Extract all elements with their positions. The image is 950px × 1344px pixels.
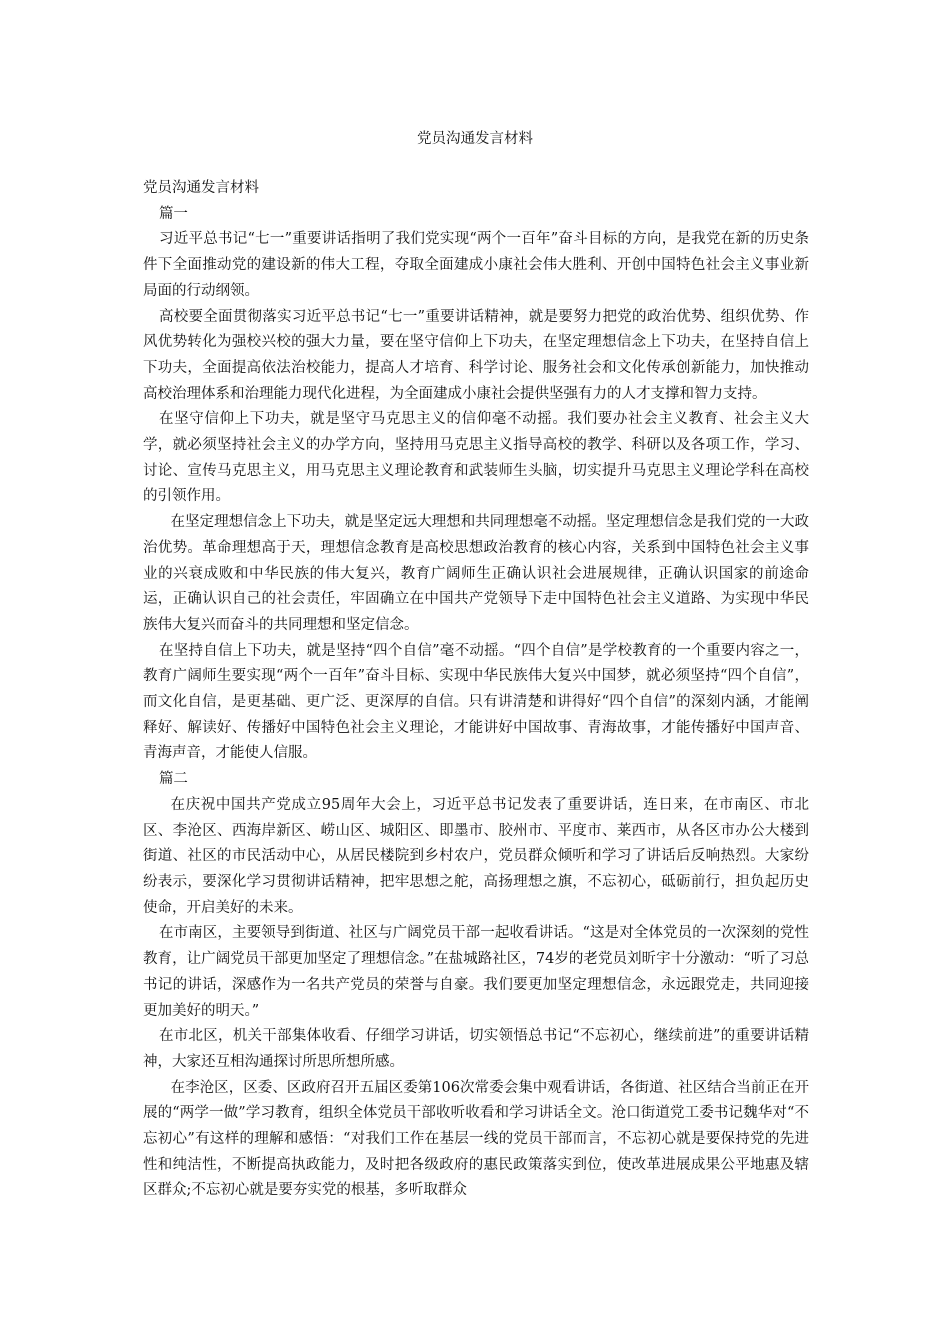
paragraph: 在李沧区，区委、区政府召开五届区委第106次常委会集中观看讲话，各街道、社区结合当前正在开展的“两学一做”学习教育，组织全体党员干部收听收看和学习讲话全文。沧口街道党工委书记魏华对“不忘初心”有这样的理解和感悟：“对我们工作在基层一线的党员干部而言，不忘初心就是要保持党的先进性和纯洁性，不断提高执政能力，及时把各级政府的惠民政策落实到位，使改革进展成果公平地惠及辖区群众;不忘初心就是要夯实党的根基，多听取群众 — [143, 1079, 809, 1199]
part-label-1: 篇一 — [158, 205, 188, 222]
paragraph: 在市北区，机关干部集体收看、仔细学习讲话，切实领悟总书记“不忘初心，继续前进”的重要讲话精神，大家还互相沟通探讨所思所想所感。 — [143, 1028, 809, 1070]
paragraph: 习近平总书记“七一”重要讲话指明了我们党实现“两个一百年”奋斗目标的方向，是我党在新的历史条件下全面推动党的建设新的伟大工程，夺取全面建成小康社会伟大胜利、开创中国特色社会主义事业新局面的行动纲领。 — [143, 231, 809, 299]
paragraph: 在庆祝中国共产党成立95周年大会上，习近平总书记发表了重要讲话，连日来，在市南区、市北区、李沧区、西海岸新区、崂山区、城阳区、即墨市、胶州市、平度市、莱西市，从各区市办公大楼到街道、社区的市民活动中心，从居民楼院到乡村农户，党员群众倾听和学习了讲话后反响热烈。大家纷纷表示，要深化学习贯彻讲话精神，把牢思想之舵，高扬理想之旗，不忘初心，砥砺前行，担负起历史使命，开启美好的未来。 — [143, 796, 809, 916]
paragraph: 在坚守信仰上下功夫，就是坚守马克思主义的信仰毫不动摇。我们要办社会主义教育、社会主义大学，就必须坚持社会主义的办学方向，坚持用马克思主义指导高校的教学、科研以及各项工作，学习、讨论、宣传马克思主义，用马克思主义理论教育和武装师生头脑，切实提升马克思主义理论学科在高校的引领作用。 — [143, 411, 809, 505]
section-heading: 党员沟通发言材料 — [143, 180, 259, 196]
part-label-2: 篇二 — [158, 771, 188, 788]
document-body — [143, 176, 809, 1204]
paragraph: 在市南区，主要领导到街道、社区与广阔党员干部一起收看讲话。“这是对全体党员的一次深刻的党性教育，让广阔党员干部更加坚定了理想信念。”在盐城路社区，74岁的老党员刘昕宇十分激动：“听了习总书记的讲话，深感作为一名共产党员的荣誉与自豪。我们要更加坚定理想信念，永远跟党走，共同迎接更加美好的明天。” — [143, 925, 809, 1019]
document-title: 党员沟通发言材料 — [417, 131, 533, 147]
paragraph: 在坚定理想信念上下功夫，就是坚定远大理想和共同理想毫不动摇。坚定理想信念是我们党的一大政治优势。革命理想高于天，理想信念教育是高校思想政治教育的核心内容，关系到中国特色社会主义事业的兴衰成败和中华民族的伟大复兴，教育广阔师生正确认识社会进展规律，正确认识国家的前途命运，正确认识自己的社会责任，牢固确立在中国共产党领导下走中国特色社会主义道路、为实现中华民族伟大复兴而奋斗的共同理想和坚定信念。 — [143, 514, 809, 633]
paragraph: 高校要全面贯彻落实习近平总书记“七一”重要讲话精神，就是要努力把党的政治优势、组织优势、作风优势转化为强校兴校的强大力量，要在坚守信仰上下功夫，在坚定理想信念上下功夫，在坚持自信上下功夫，全面提高依法治校能力，提高人才培育、科学讨论、服务社会和文化传承创新能力，加快推动高校治理体系和治理能力现代化进程，为全面建成小康社会提供坚强有力的人才支撑和智力支持。 — [143, 308, 809, 402]
paragraph: 在坚持自信上下功夫，就是坚持“四个自信”毫不动摇。“四个自信”是学校教育的一个重要内容之一，教育广阔师生要实现“两个一百年”奋斗目标、实现中华民族伟大复兴中国梦，就必须坚持“四个自信”，而文化自信，是更基础、更广泛、更深厚的自信。只有讲清楚和讲得好“四个自信”的深刻内涵，才能阐释好、解读好、传播好中国特色社会主义理论，才能讲好中国故事、青海故事，才能传播好中国声音、青海声音，才能使人信服。 — [143, 642, 809, 762]
